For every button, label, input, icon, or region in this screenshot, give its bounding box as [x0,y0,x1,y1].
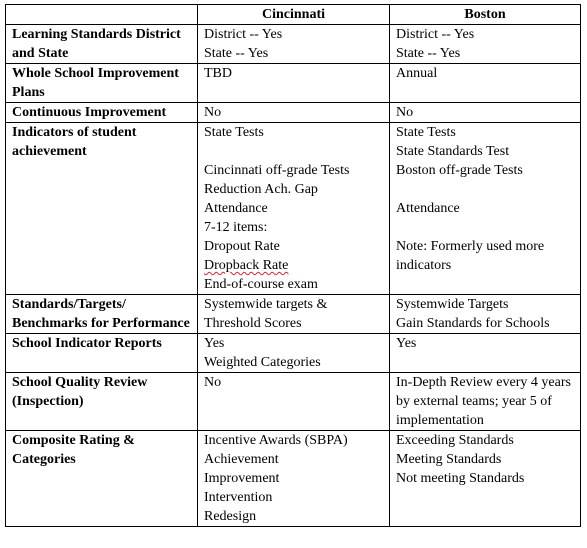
row-label: Learning Standards District and State [6,25,198,64]
row-label: School Indicator Reports [6,334,198,373]
row-label: Indicators of student achievement [6,123,198,295]
cincinnati-cell: District -- Yes State -- Yes [198,25,390,64]
boston-cell: Systemwide Targets Gain Standards for Schools [390,295,581,334]
cincinnati-cell: Incentive Awards (SBPA) Achievement Improvement Intervention Redesign [198,431,390,527]
comparison-table [5,4,581,527]
boston-cell: In-Depth Review every 4 years by external teams; year 5 of implementation [390,373,581,431]
row-label: Continuous Improvement [6,103,198,123]
cincinnati-cell: Yes Weighted Categories [198,334,390,373]
table-row [6,64,581,103]
header-cincinnati: Cincinnati [198,5,390,25]
header-boston: Boston [390,5,581,25]
cincinnati-cell: No [198,373,390,431]
cincinnati-cell: TBD [198,64,390,103]
boston-cell: No [390,103,581,123]
boston-cell: District -- Yes State -- Yes [390,25,581,64]
cincinnati-cell: State Tests Cincinnati off-grade Tests Reduction Ach. Gap Attendance 7-12 items: Dropout Rate Dropback Rate End-of-course exam [198,123,390,295]
table-row [6,431,581,527]
cincinnati-cell: No [198,103,390,123]
boston-cell: Exceeding Standards Meeting Standards Not meeting Standards [390,431,581,527]
table-row [6,103,581,123]
row-label: Standards/Targets/ Benchmarks for Performance [6,295,198,334]
table-row [6,334,581,373]
row-label: Composite Rating & Categories [6,431,198,527]
row-label: School Quality Review (Inspection) [6,373,198,431]
table-row [6,123,581,295]
boston-cell: Annual [390,64,581,103]
table-row [6,295,581,334]
boston-cell: Yes [390,334,581,373]
header-row [6,5,581,25]
row-label: Whole School Improvement Plans [6,64,198,103]
boston-cell: State Tests State Standards Test Boston off-grade Tests Attendance Note: Formerly used more indicators [390,123,581,295]
table-row [6,25,581,64]
table-row [6,373,581,431]
cincinnati-cell: Systemwide targets & Threshold Scores [198,295,390,334]
header-blank [6,5,198,25]
